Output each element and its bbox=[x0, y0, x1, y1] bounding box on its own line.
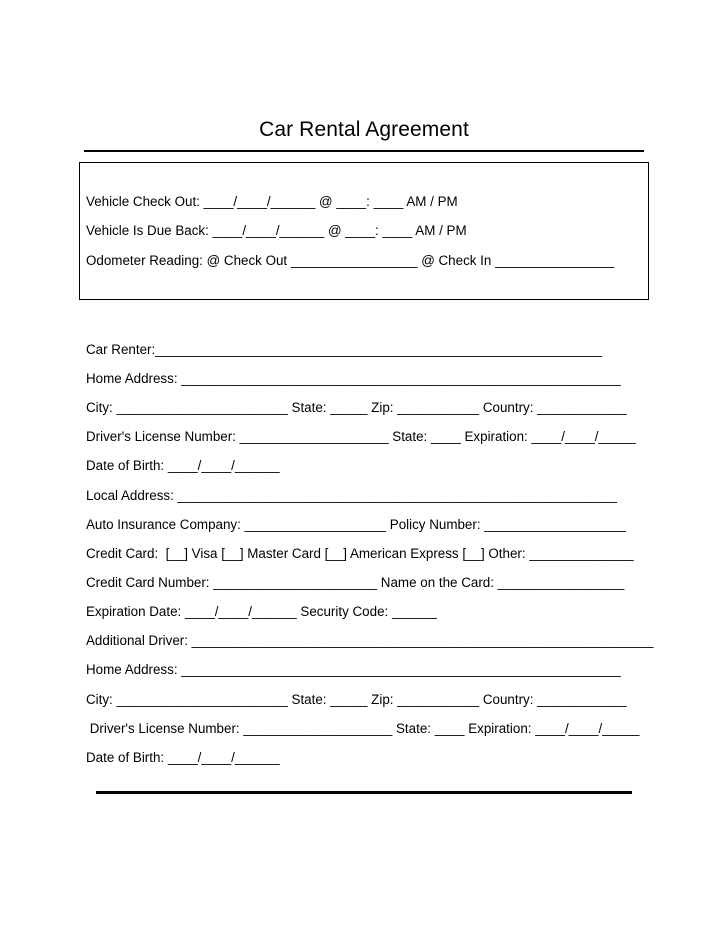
title-underline bbox=[84, 150, 644, 152]
vehicle-check-out-field[interactable]: Vehicle Check Out: ____/____/______ @ ____: ____ AM / PM bbox=[86, 194, 458, 209]
additional-home-address-field[interactable]: Home Address: ___________________________________________________________ bbox=[86, 662, 621, 677]
home-address-field[interactable]: Home Address: ___________________________________________________________ bbox=[86, 371, 621, 386]
bottom-rule bbox=[96, 791, 632, 794]
additional-drivers-license-field[interactable]: Driver's License Number: ____________________ State: ____ Expiration: ____/____/_____ bbox=[86, 721, 640, 736]
drivers-license-field[interactable]: Driver's License Number: ____________________ State: ____ Expiration: ____/____/_____ bbox=[86, 429, 636, 444]
car-renter-field[interactable]: Car Renter:____________________________________________________________ bbox=[86, 342, 603, 357]
additional-date-of-birth-field[interactable]: Date of Birth: ____/____/______ bbox=[86, 750, 280, 765]
expiration-security-field[interactable]: Expiration Date: ____/____/______ Security Code: ______ bbox=[86, 604, 437, 619]
local-address-field[interactable]: Local Address: ___________________________________________________________ bbox=[86, 488, 617, 503]
additional-city-state-zip-country-field[interactable]: City: _______________________ State: _____ Zip: ___________ Country: ____________ bbox=[86, 692, 627, 707]
vehicle-due-back-field[interactable]: Vehicle Is Due Back: ____/____/______ @ ____: ____ AM / PM bbox=[86, 223, 467, 238]
page-title: Car Rental Agreement bbox=[259, 118, 469, 141]
additional-driver-field[interactable]: Additional Driver: ______________________________________________________________ bbox=[86, 633, 654, 648]
insurance-policy-field[interactable]: Auto Insurance Company: ___________________ Policy Number: ___________________ bbox=[86, 517, 626, 532]
credit-card-type-field[interactable]: Credit Card: [__] Visa [__] Master Card [__] American Express [__] Other: ______________ bbox=[86, 546, 634, 561]
credit-card-number-field[interactable]: Credit Card Number: ______________________ Name on the Card: _________________ bbox=[86, 575, 625, 590]
city-state-zip-country-field[interactable]: City: _______________________ State: _____ Zip: ___________ Country: ____________ bbox=[86, 400, 627, 415]
odometer-reading-field[interactable]: Odometer Reading: @ Check Out _________________ @ Check In ________________ bbox=[86, 253, 615, 268]
date-of-birth-field[interactable]: Date of Birth: ____/____/______ bbox=[86, 458, 280, 473]
